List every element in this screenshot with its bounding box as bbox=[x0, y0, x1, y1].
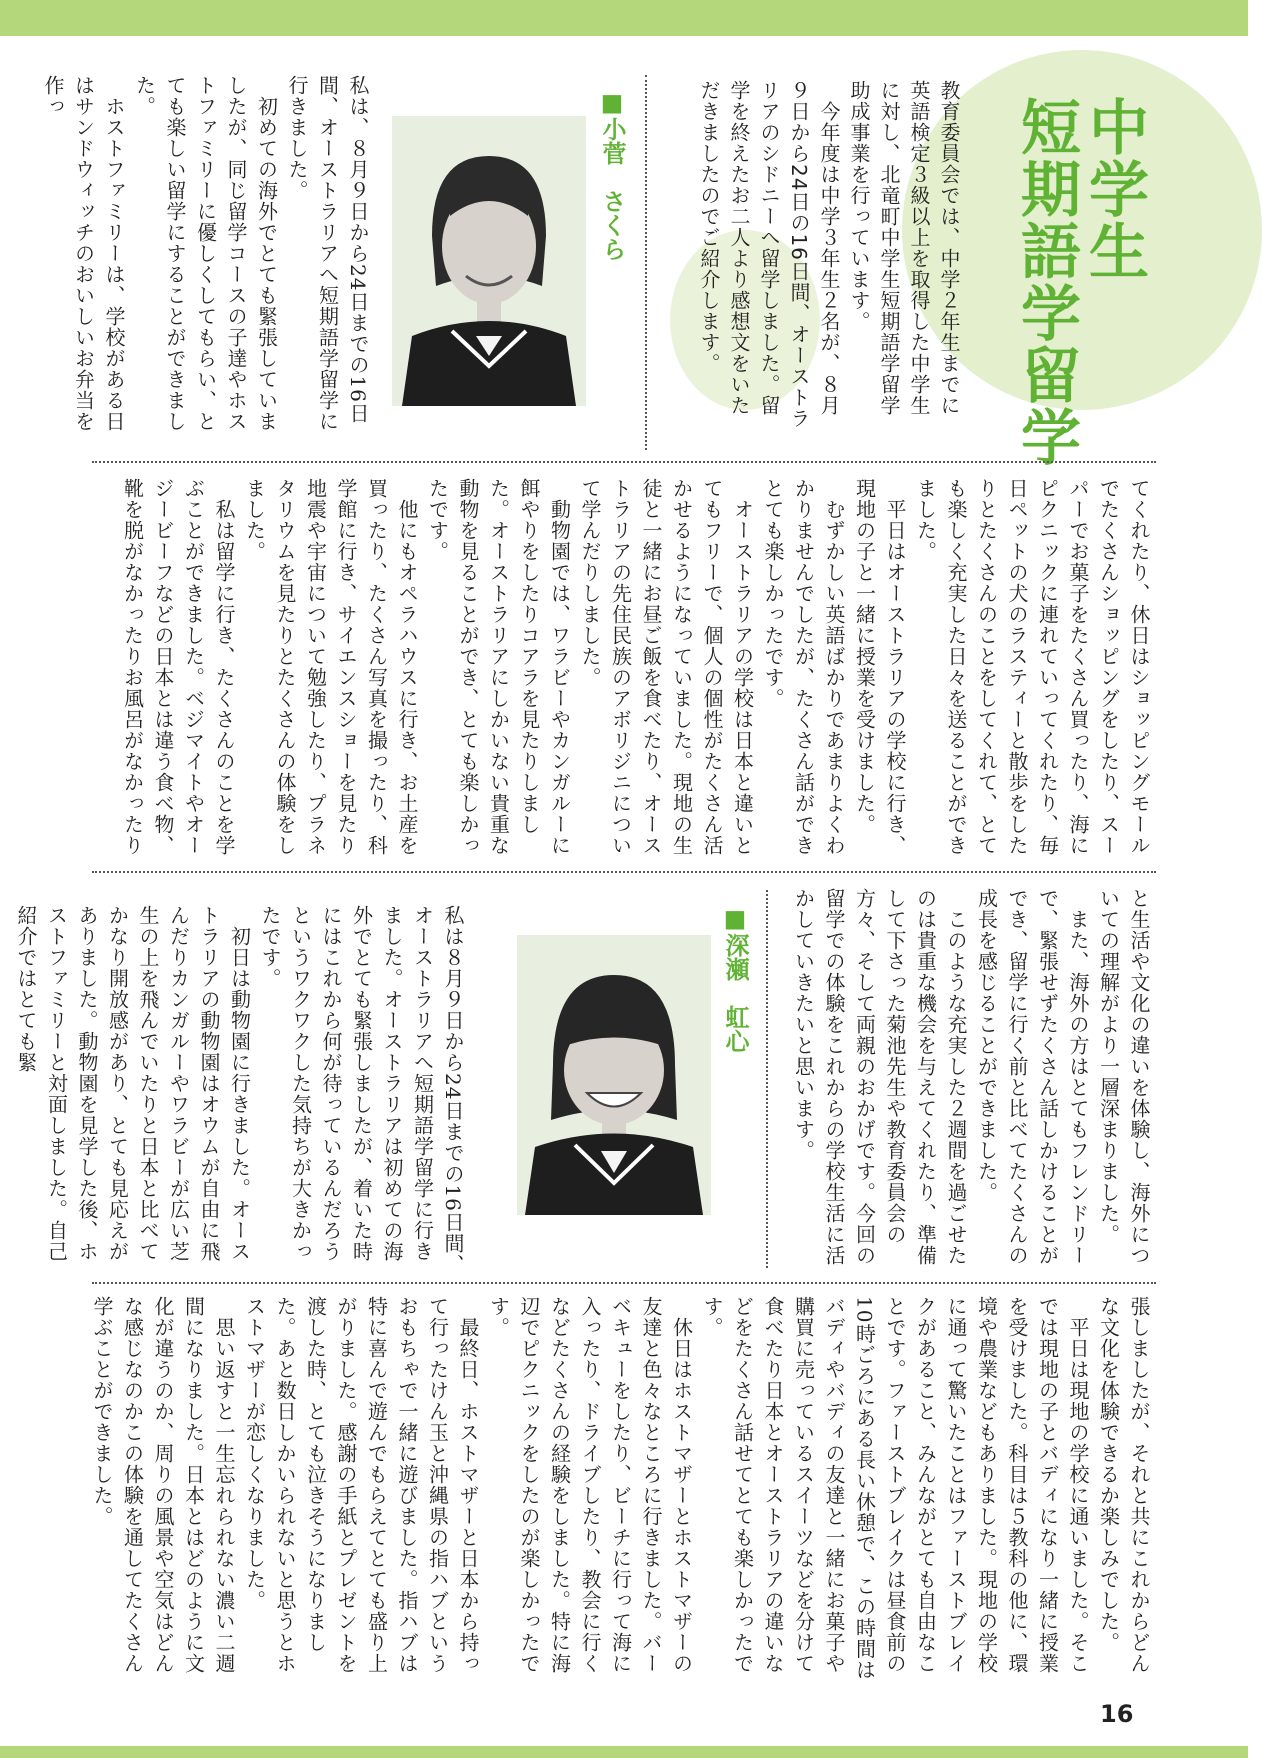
student1-essay-part1: 私は、８月９日から24日までの16日間、オーストラリアへ短期語学留学に行きました。 初めての海外でとても緊張していましたが、同じ留学コースの子達やホストファミリーに優しくしてもらい、とても楽しい留学にすることができました。 ホストファミリーは、学校がある日はサンドウィッチのおいしいお弁当を作っ bbox=[41, 75, 370, 432]
student2-portrait-image bbox=[517, 935, 711, 1215]
section-divider bbox=[92, 871, 1156, 873]
student2-photo bbox=[517, 935, 711, 1215]
intro-text: 教育委員会では、中学２年生までに英語検定３級以上を取得した中学生に対し、北竜町中学生短期語学留学助成事業を行っています。 今年度は中学３年生２名が、８月９日から24日の16日間、オーストラリアのシドニーへ留学しました。留学を終えたお二人より感想文をいただきましたのでご紹介します。 bbox=[697, 80, 961, 429]
student2-essay-part1: 私は８月９日から24日までの16日間、オーストラリアへ短期語学留学に行きました。オーストラリアは初めての海外でとても緊張しましたが、着いた時にはこれから何が待っているんだろうというワクワクした気持ちが大きかったです。 初日は動物園に行きました。オーストラリアの動物園はオウムが自由に飛んだりカンガルーやワラビーが広い芝生の上を飛んでいたりと日本と比べてかなり開放感があり、とても見応えがありました。動物園を見学した後、ホストファミリーと対面しました。自己紹介ではとても緊 bbox=[14, 905, 465, 1275]
student1-name bbox=[597, 72, 657, 261]
student1-essay-part3: と生活や文化の違いを体験し、海外についての理解がより一層深まりました。 また、海外の方はとてもフレンドリーで、緊張せずたくさん話しかけることができ、留学に行く前と比べてたくさんの成長を感じることができました。 このような充実した２週間を過ごせたのは貴重な機会を与えてくれたり、準備して下さった菊池先生や教育委員会の方々、そして両親のおかげです。今回の留学での体験をこれからの学校生活に活かしていきたいと思います。 bbox=[791, 888, 1151, 1266]
section-divider bbox=[92, 1282, 1156, 1284]
student2-name bbox=[720, 888, 780, 1053]
name-marker-icon: ■ bbox=[598, 88, 626, 117]
student2-name-text: 深瀬 虹心 bbox=[721, 932, 749, 1053]
student1-name-text: 小菅 さくら bbox=[598, 116, 626, 261]
student1-essay-part2: てくれたり、休日はショッピングモールでたくさんショッピングをしたり、スーパーでお菓子をたくさん買ったり、海にピクニックに連れていってくれたり、毎日ペットの犬のラスティーと散歩をしたりとたくさんのことをしてくれて、とても楽しく充実した日々を送ることができました。 平日はオーストラリアの学校に行き、現地の子と一緒に授業を受けました。 むずかしい英語ばかりであまりよくわかりませんでしたが、たくさん話ができとても楽しかったです。 オーストラリアの学校は日本と違いとてもフリーで、個人の個性がたくさん活かせるようになっていました。現地の生徒と一緒にお昼ご飯を食べたり、オーストラリアの先住民族のアボリジニについて学んだりしました。 動物園では、ワラビーやカンガルーに餌やりをしたりコアラを見たりしました。オーストラリアにしかいない貴重な動物を見ることができ、とても楽しかったです。 他にもオペラハウスに行き、お土産を買ったり、たくさん写真を撮ったり、科学館に行き、サイエンスショーを見たり地震や宇宙について勉強したり、プラネタリウムを見たりとたくさんの体験をしました。 私は留学に行き、たくさんのことを学ぶことができました。ベジマイトやオージービーフなどの日本とは違う食べ物、靴を脱がなかったりお風呂がなかったり bbox=[120, 478, 1151, 856]
bottom-accent-bar bbox=[0, 1746, 1248, 1758]
student1-photo bbox=[392, 116, 586, 406]
page-number: 16 bbox=[1100, 1700, 1134, 1728]
page-title: 中学生 短期語学留学 bbox=[1011, 96, 1149, 468]
student2-essay-part2: 張しましたが、それと共にこれからどんな文化を体験できるか楽しみでした。 平日は現地の学校に通いました。そこでは現地の子とバディになり一緒に授業を受けました。科目は５教科の他に、環境や農業などもありました。現地の学校に通って驚いたことはファーストブレイクがあること、みんながとても自由なことです。ファーストブレイクは昼食前の10時ごろにある長い休憩で、この時間はバディやバディの友達と一緒にお菓子や購買に売っているスイーツなどを分けて食べたり日本とオーストラリアの違いなどをたくさん話せてとても楽しかったです。 休日はホストマザーとホストマザーの友達と色々なところに行きました。バーベキューをしたり、ビーチに行って海に入ったり、ドライブしたり、教会に行くなどたくさんの経験をしました。特に海辺でピクニックをしたのが楽しかったです。 最終日、ホストマザーと日本から持って行ったけん玉と沖縄県の指ハブというおもちゃで一緒に遊びました。指ハブは特に喜んで遊んでもらえてとても盛り上がりました。感謝の手紙とプレゼントを渡した時、とても泣きそうになりました。あと数日しかいられないと思うとホストマザーが恋しくなりました。 思い返すと一生忘れられない濃い二週間になりました。日本とはどのように文化が違うのか、周りの風景や空気はどんな感じなのかこの体験を通してたくさん学ぶことができました。 bbox=[90, 1296, 1151, 1681]
student1-portrait-image bbox=[392, 116, 586, 406]
top-accent-bar bbox=[0, 0, 1248, 36]
section-divider bbox=[92, 461, 1156, 463]
name-marker-icon: ■ bbox=[721, 904, 749, 933]
